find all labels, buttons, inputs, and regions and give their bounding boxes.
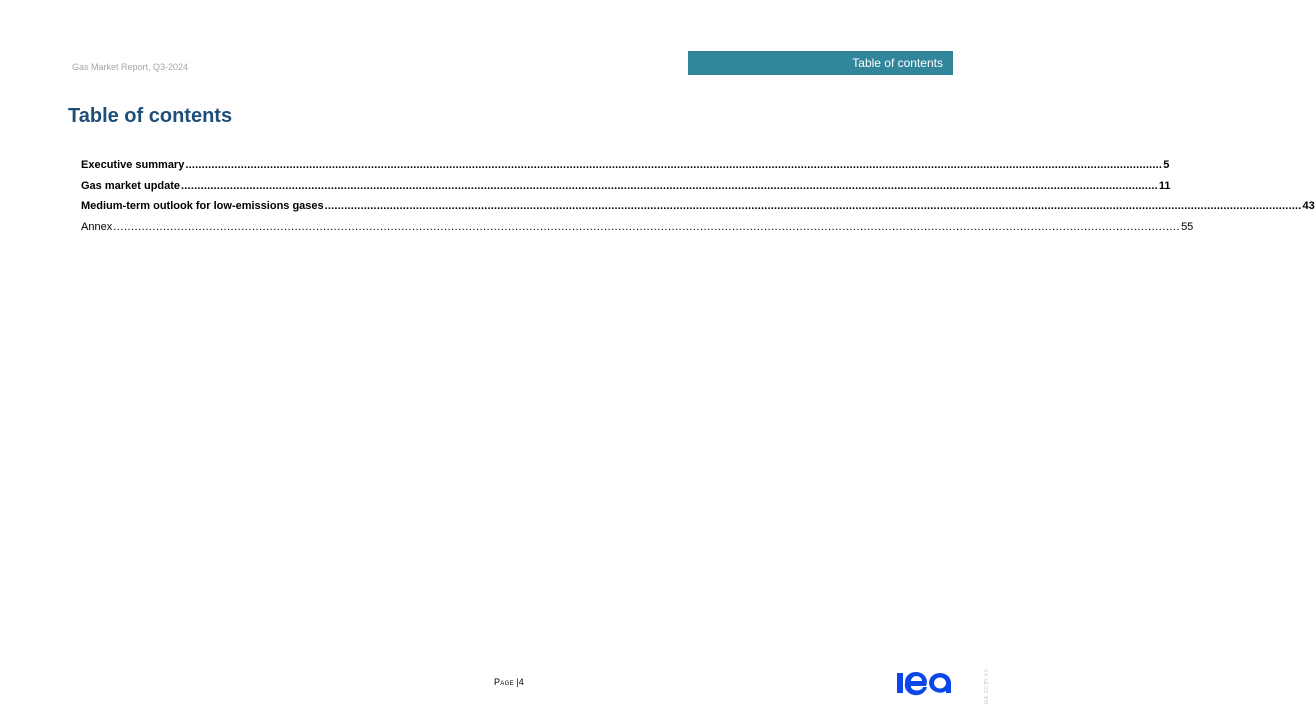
section-tab <box>688 51 953 75</box>
toc-entry-page: 43 <box>1302 200 1315 212</box>
toc-entry-title: Medium-term outlook for low-emissions gases <box>81 200 324 212</box>
table-of-contents <box>81 159 1315 241</box>
section-tab-label: Table of contents <box>852 56 943 70</box>
license-text: IEA. CC BY 4.0. <box>984 668 990 704</box>
dot-leader: ............................................................................................................................................................................................................................................................................................................ <box>324 200 1302 212</box>
dot-leader: ............................................................................................................................................................................................................................................................................................................ <box>113 220 1181 233</box>
toc-entry-page: 55 <box>1181 220 1194 233</box>
iea-logo <box>897 669 956 695</box>
toc-entry-title: Annex <box>81 220 113 233</box>
page-title: Table of contents <box>68 105 233 127</box>
page-number-value: 4 <box>518 677 524 687</box>
toc-entry[interactable] <box>81 200 1315 221</box>
toc-entry-page: 5 <box>1163 159 1170 171</box>
toc-entry-page: 11 <box>1158 179 1171 192</box>
dot-leader: ............................................................................................................................................................................................................................................................................................................ <box>185 159 1163 171</box>
toc-entry-title: Gas market update <box>81 179 181 192</box>
toc-entry[interactable] <box>81 179 1171 201</box>
toc-entry[interactable] <box>81 220 1194 242</box>
page-label: Page <box>494 677 514 687</box>
report-name: Gas Market Report, Q3-2024 <box>72 62 189 72</box>
toc-entry-title: Executive summary <box>81 159 185 171</box>
dot-leader: ............................................................................................................................................................................................................................................................................................................ <box>181 179 1158 192</box>
page-number <box>494 677 524 687</box>
page-separator: | <box>516 677 519 687</box>
toc-entry[interactable] <box>81 159 1170 180</box>
